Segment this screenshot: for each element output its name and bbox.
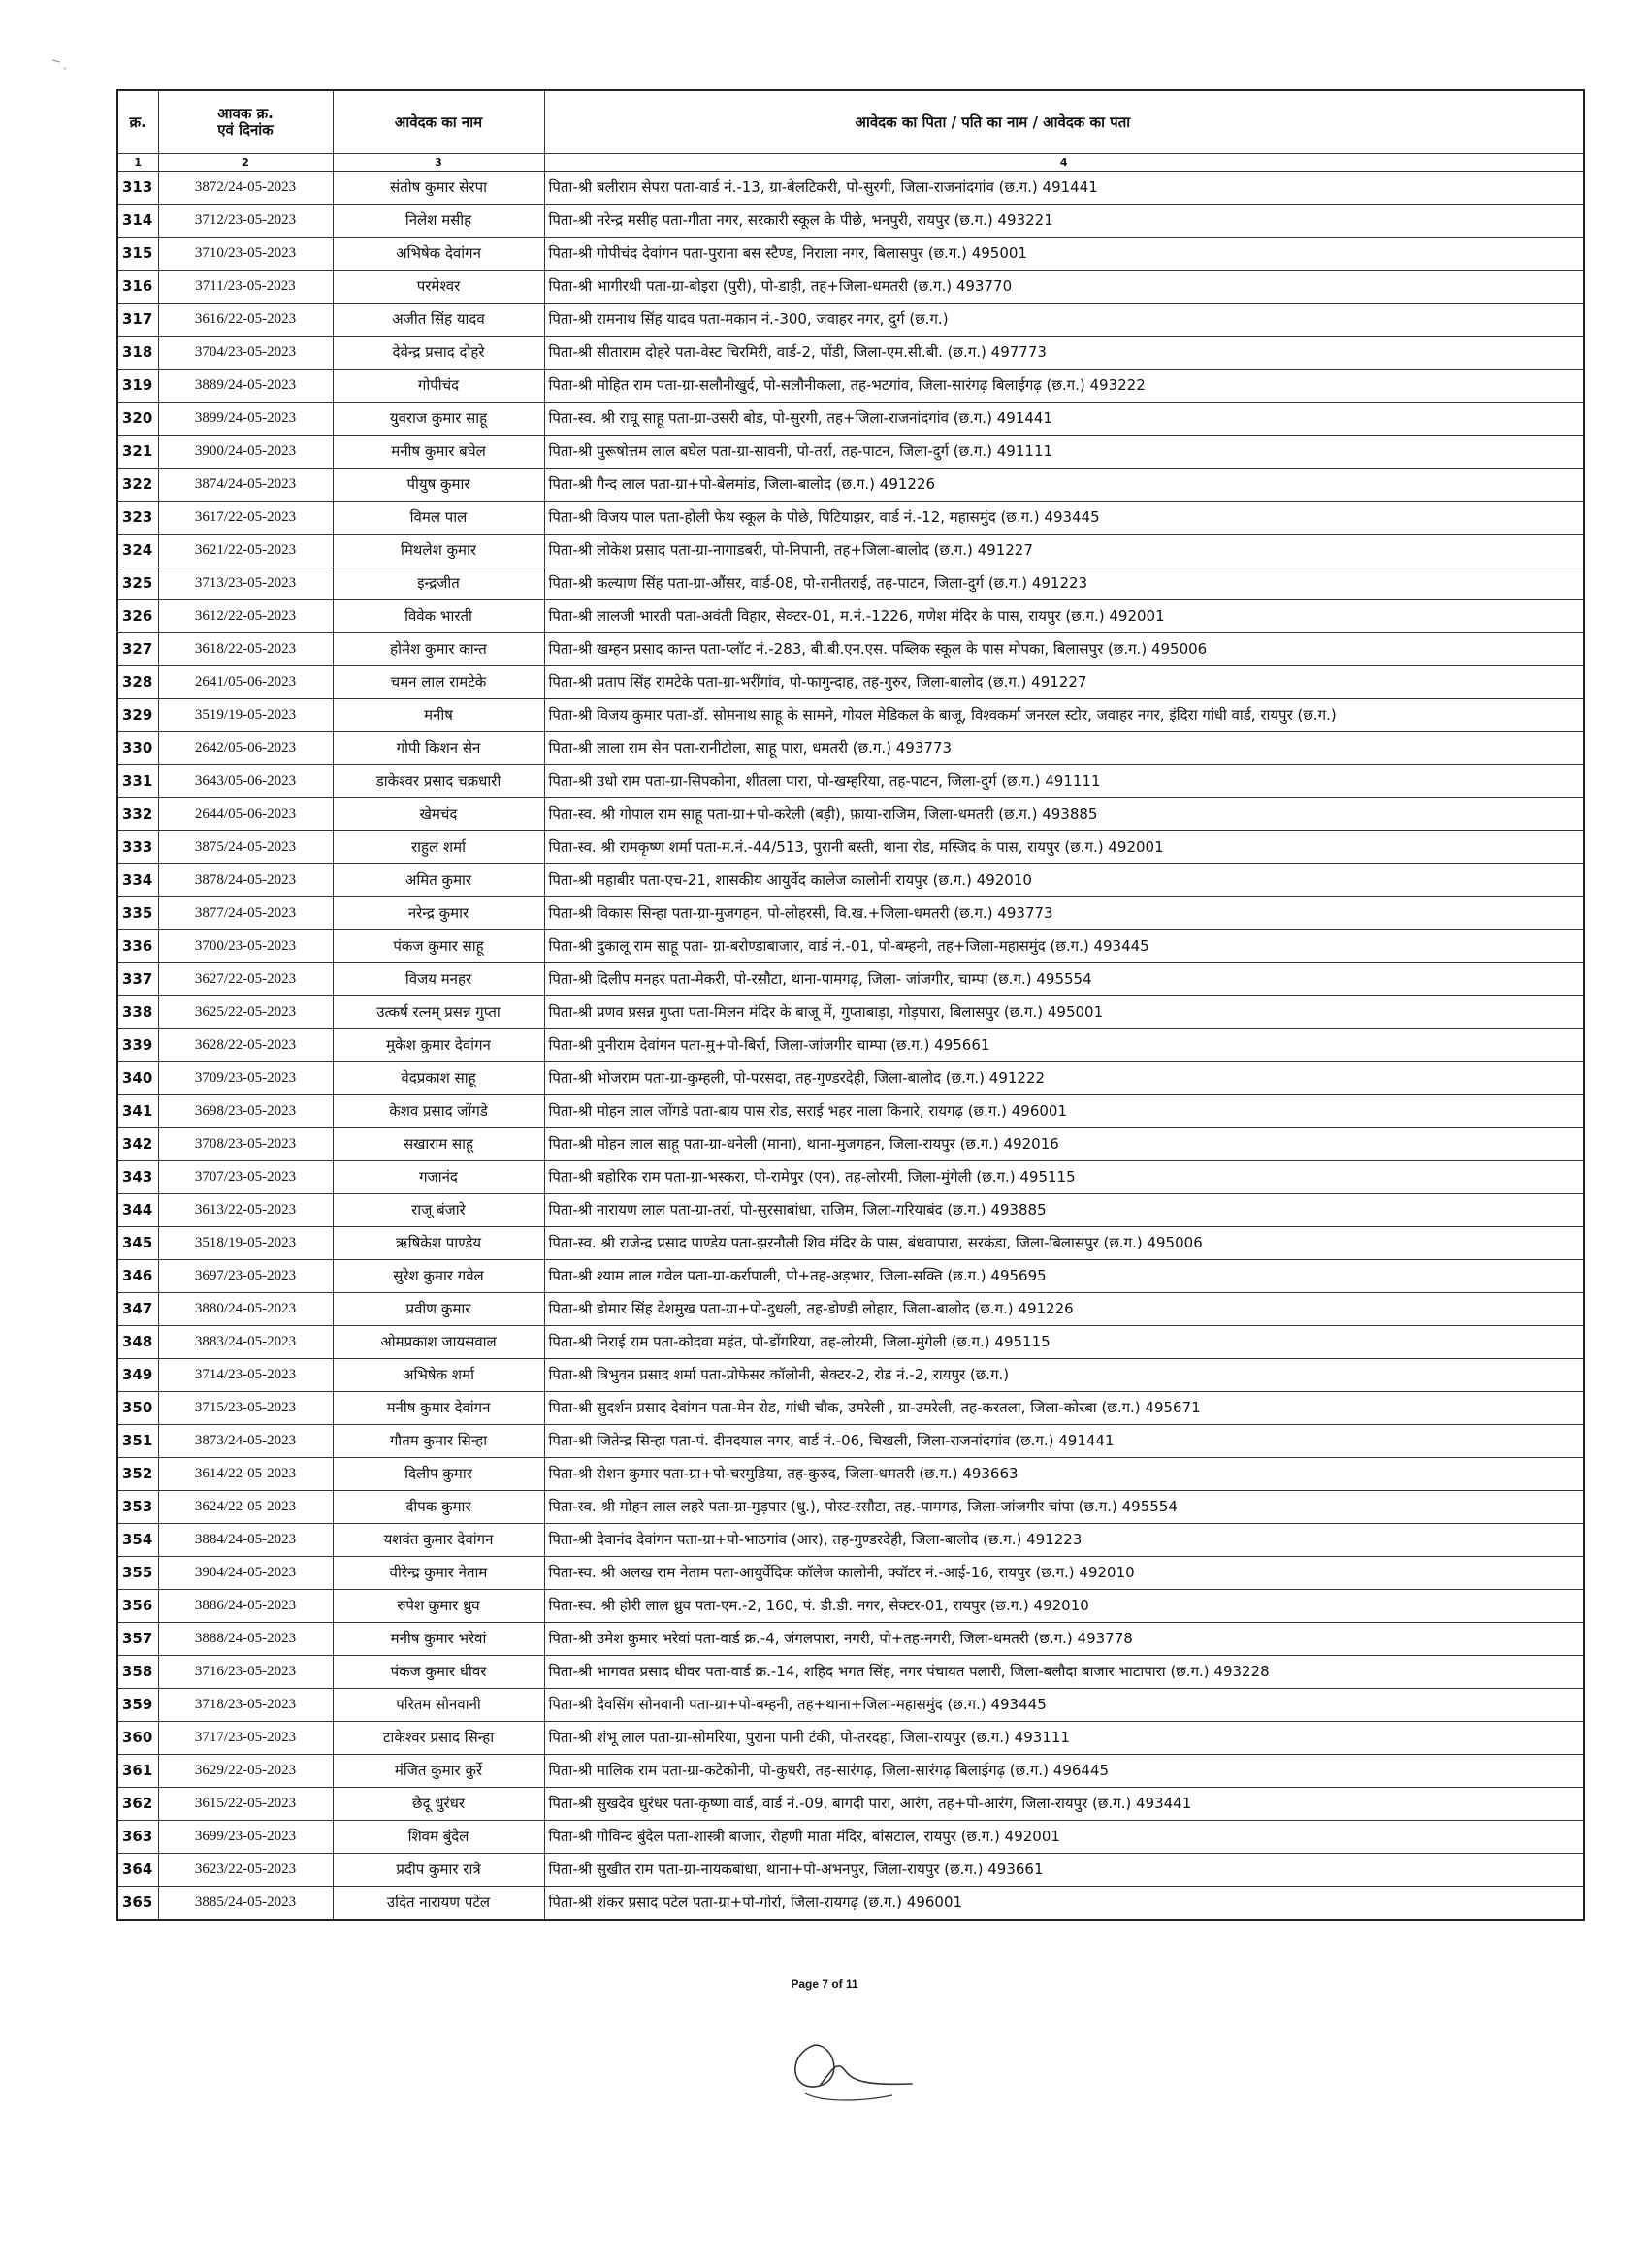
row-serial: 361 [117, 1755, 158, 1788]
row-serial: 343 [117, 1161, 158, 1194]
table-row [117, 172, 1584, 205]
row-inward-date: 3872/24-05-2023 [158, 172, 333, 205]
table-row [117, 1260, 1584, 1293]
table-row [117, 1788, 1584, 1821]
row-applicant-name: चमन लाल रामटेके [333, 666, 544, 699]
row-applicant-name: गौतम कुमार सिन्हा [333, 1425, 544, 1458]
row-applicant-name: टाकेश्वर प्रसाद सिन्हा [333, 1722, 544, 1755]
table-row [117, 205, 1584, 238]
row-serial: 339 [117, 1029, 158, 1062]
row-address: पिता-श्री बहोरिक राम पता-ग्रा-भस्करा, पो-रामेपुर (एन), तह-लोरमी, जिला-मुंगेली (छ.ग.) 495115 [544, 1161, 1584, 1194]
row-serial: 357 [117, 1623, 158, 1656]
table-row [117, 996, 1584, 1029]
row-serial: 350 [117, 1392, 158, 1425]
row-address: पिता-श्री देवसिंग सोनवानी पता-ग्रा+पो-बम्हनी, तह+थाना+जिला-महासमुंद (छ.ग.) 493445 [544, 1689, 1584, 1722]
row-serial: 325 [117, 567, 158, 600]
row-applicant-name: मनीष कुमार भरेवां [333, 1623, 544, 1656]
row-address: पिता-श्री मोहित राम पता-ग्रा-सलौनीखुर्द, पो-सलौनीकला, तह-भटगांव, जिला-सारंगढ़ बिलाईगढ़ (छ.ग.) 493222 [544, 370, 1584, 403]
row-address: पिता-श्री शंकर प्रसाद पटेल पता-ग्रा+पो-गोर्रा, जिला-रायगढ़ (छ.ग.) 496001 [544, 1887, 1584, 1921]
row-inward-date: 3704/23-05-2023 [158, 337, 333, 370]
table-row [117, 1161, 1584, 1194]
row-inward-date: 3709/23-05-2023 [158, 1062, 333, 1095]
row-inward-date: 2641/05-06-2023 [158, 666, 333, 699]
row-inward-date: 3623/22-05-2023 [158, 1854, 333, 1887]
row-inward-date: 3884/24-05-2023 [158, 1524, 333, 1557]
row-inward-date: 3711/23-05-2023 [158, 271, 333, 304]
row-address: पिता-श्री सुखदेव धुरंधर पता-कृष्णा वार्ड, वार्ड नं.-09, बागदी पारा, आरंग, तह+पो-आरंग, जिला-रायपुर (छ.ग.) 493441 [544, 1788, 1584, 1821]
row-inward-date: 3878/24-05-2023 [158, 864, 333, 897]
row-address: पिता-श्री विकास सिन्हा पता-ग्रा-मुजगहन, पो-लोहरसी, वि.ख.+जिला-धमतरी (छ.ग.) 493773 [544, 897, 1584, 930]
row-inward-date: 3718/23-05-2023 [158, 1689, 333, 1722]
table-row [117, 567, 1584, 600]
row-address: पिता-श्री दुकालू राम साहू पता- ग्रा-बरोण्डाबाजार, वार्ड नं.-01, पो-बम्हनी, तह+जिला-महासमुंद (छ.ग.) 493445 [544, 930, 1584, 963]
row-serial: 351 [117, 1425, 158, 1458]
row-inward-date: 3880/24-05-2023 [158, 1293, 333, 1326]
row-address: पिता-श्री रामनाथ सिंह यादव पता-मकान नं.-300, जवाहर नगर, दुर्ग (छ.ग.) [544, 304, 1584, 337]
header-inward-no [158, 90, 333, 154]
row-inward-date: 3712/23-05-2023 [158, 205, 333, 238]
row-inward-date: 3883/24-05-2023 [158, 1326, 333, 1359]
row-serial: 340 [117, 1062, 158, 1095]
row-applicant-name: केशव प्रसाद जोंगडे [333, 1095, 544, 1128]
row-address: पिता-श्री विजय कुमार पता-डॉ. सोमनाथ साहू के सामने, गोयल मेडिकल के बाजू, विश्वकर्मा जनरल स्टोर, जवाहर नगर, इंदिरा गांधी वार्ड, रायपुर (छ.ग.) [544, 699, 1584, 732]
row-inward-date: 3519/19-05-2023 [158, 699, 333, 732]
row-address: पिता-श्री मोहन लाल साहू पता-ग्रा-धनेली (माना), थाना-मुजगहन, जिला-रायपुर (छ.ग.) 492016 [544, 1128, 1584, 1161]
row-address: पिता-श्री गोविन्द बुंदेल पता-शास्त्री बाजार, रोहणी माता मंदिर, बांसटाल, रायपुर (छ.ग.) 492001 [544, 1821, 1584, 1854]
row-applicant-name: राजू बंजारे [333, 1194, 544, 1227]
row-address: पिता-श्री गोपीचंद देवांगन पता-पुराना बस स्टैण्ड, निराला नगर, बिलासपुर (छ.ग.) 495001 [544, 238, 1584, 271]
row-serial: 316 [117, 271, 158, 304]
table-row [117, 370, 1584, 403]
row-address: पिता-श्री प्रणव प्रसन्न गुप्ता पता-मिलन मंदिर के बाजू में, गुप्ताबाड़ा, गोड़पारा, बिलासपुर (छ.ग.) 495001 [544, 996, 1584, 1029]
header-inward-line2: एवं दिनांक [217, 121, 274, 139]
row-address: पिता-स्व. श्री राघू साहू पता-ग्रा-उसरी बोड, पो-सुरगी, तह+जिला-राजनांदगांव (छ.ग.) 491441 [544, 403, 1584, 436]
table-row [117, 1590, 1584, 1623]
row-address: पिता-स्व. श्री रामकृष्ण शर्मा पता-म.नं.-44/513, पुरानी बस्ती, थाना रोड, मस्जिद के पास, रायपुर (छ.ग.) 492001 [544, 831, 1584, 864]
table-row [117, 864, 1584, 897]
row-address: पिता-श्री कल्याण सिंह पता-ग्रा-औंसर, वार्ड-08, पो-रानीतराई, तह-पाटन, जिला-दुर्ग (छ.ग.) 491223 [544, 567, 1584, 600]
table-row [117, 1128, 1584, 1161]
row-serial: 313 [117, 172, 158, 205]
row-applicant-name: होमेश कुमार कान्त [333, 633, 544, 666]
row-inward-date: 3629/22-05-2023 [158, 1755, 333, 1788]
table-row [117, 436, 1584, 469]
table-row [117, 1293, 1584, 1326]
table-row [117, 765, 1584, 798]
row-inward-date: 3627/22-05-2023 [158, 963, 333, 996]
row-address: पिता-श्री नरेन्द्र मसीह पता-गीता नगर, सरकारी स्कूल के पीछे, भनपुरी, रायपुर (छ.ग.) 493221 [544, 205, 1584, 238]
table-row [117, 1557, 1584, 1590]
table-row [117, 469, 1584, 502]
row-address: पिता-श्री दिलीप मनहर पता-मेकरी, पो-रसौटा, थाना-पामगढ़, जिला- जांजगीर, चाम्पा (छ.ग.) 495554 [544, 963, 1584, 996]
row-address: पिता-श्री नारायण लाल पता-ग्रा-तर्रा, पो-सुरसाबांधा, राजिम, जिला-गरियाबंद (छ.ग.) 493885 [544, 1194, 1584, 1227]
row-address: पिता-श्री श्याम लाल गवेल पता-ग्रा-कर्रापाली, पो+तह-अड़भार, जिला-सक्ति (छ.ग.) 495695 [544, 1260, 1584, 1293]
row-applicant-name: पीयुष कुमार [333, 469, 544, 502]
row-serial: 328 [117, 666, 158, 699]
signature-mark [776, 2016, 922, 2108]
row-applicant-name: प्रवीण कुमार [333, 1293, 544, 1326]
row-serial: 355 [117, 1557, 158, 1590]
row-applicant-name: युवराज कुमार साहू [333, 403, 544, 436]
row-inward-date: 3612/22-05-2023 [158, 600, 333, 633]
row-inward-date: 3625/22-05-2023 [158, 996, 333, 1029]
row-inward-date: 3700/23-05-2023 [158, 930, 333, 963]
row-address: पिता-श्री विजय पाल पता-होली फेथ स्कूल के पीछे, पिटियाझर, वार्ड नं.-12, महासमुंद (छ.ग.) 493445 [544, 502, 1584, 535]
row-applicant-name: उदित नारायण पटेल [333, 1887, 544, 1921]
row-serial: 319 [117, 370, 158, 403]
row-serial: 348 [117, 1326, 158, 1359]
row-applicant-name: दिलीप कुमार [333, 1458, 544, 1491]
table-row [117, 798, 1584, 831]
row-inward-date: 3614/22-05-2023 [158, 1458, 333, 1491]
row-inward-date: 3628/22-05-2023 [158, 1029, 333, 1062]
row-inward-date: 3618/22-05-2023 [158, 633, 333, 666]
table-row [117, 897, 1584, 930]
row-inward-date: 3708/23-05-2023 [158, 1128, 333, 1161]
row-inward-date: 2642/05-06-2023 [158, 732, 333, 765]
row-serial: 356 [117, 1590, 158, 1623]
row-inward-date: 3698/23-05-2023 [158, 1095, 333, 1128]
row-applicant-name: मनीष [333, 699, 544, 732]
row-address: पिता-श्री सुखीत राम पता-ग्रा-नायकबांधा, थाना+पो-अभनपुर, जिला-रायपुर (छ.ग.) 493661 [544, 1854, 1584, 1887]
table-row [117, 1722, 1584, 1755]
row-address: पिता-श्री त्रिभुवन प्रसाद शर्मा पता-प्रोफेसर कॉलोनी, सेक्टर-2, रोड नं.-2, रायपुर (छ.ग.) [544, 1359, 1584, 1392]
row-address: पिता-श्री महाबीर पता-एच-21, शासकीय आयुर्वेद कालेज कालोनी रायपुर (छ.ग.) 492010 [544, 864, 1584, 897]
row-applicant-name: परितम सोनवानी [333, 1689, 544, 1722]
table-row [117, 403, 1584, 436]
row-serial: 315 [117, 238, 158, 271]
table-row [117, 1194, 1584, 1227]
table-row [117, 1623, 1584, 1656]
row-inward-date: 3615/22-05-2023 [158, 1788, 333, 1821]
row-inward-date: 3885/24-05-2023 [158, 1887, 333, 1921]
row-inward-date: 3699/23-05-2023 [158, 1821, 333, 1854]
table-row [117, 1524, 1584, 1557]
row-applicant-name: अजीत सिंह यादव [333, 304, 544, 337]
row-applicant-name: यशवंत कुमार देवांगन [333, 1524, 544, 1557]
table-row [117, 831, 1584, 864]
row-applicant-name: उत्कर्ष रत्नम् प्रसन्न गुप्ता [333, 996, 544, 1029]
scan-mark [50, 56, 80, 76]
row-applicant-name: प्रदीप कुमार रात्रे [333, 1854, 544, 1887]
row-serial: 333 [117, 831, 158, 864]
row-serial: 327 [117, 633, 158, 666]
row-applicant-name: अमित कुमार [333, 864, 544, 897]
table-row [117, 1227, 1584, 1260]
row-applicant-name: विवेक भारती [333, 600, 544, 633]
row-applicant-name: वेदप्रकाश साहू [333, 1062, 544, 1095]
header-row [117, 90, 1584, 154]
row-serial: 365 [117, 1887, 158, 1921]
row-inward-date: 3886/24-05-2023 [158, 1590, 333, 1623]
row-applicant-name: गजानंद [333, 1161, 544, 1194]
row-serial: 360 [117, 1722, 158, 1755]
row-serial: 323 [117, 502, 158, 535]
row-serial: 362 [117, 1788, 158, 1821]
row-address: पिता-श्री देवानंद देवांगन पता-ग्रा+पो-भाठगांव (आर), तह-गुण्डरदेही, जिला-बालोद (छ.ग.) 491223 [544, 1524, 1584, 1557]
row-address: पिता-श्री मोहन लाल जोंगडे पता-बाय पास रोड, सराई भहर नाला किनारे, रायगढ़ (छ.ग.) 496001 [544, 1095, 1584, 1128]
row-applicant-name: वीरेन्द्र कुमार नेताम [333, 1557, 544, 1590]
row-address: पिता-श्री गैन्द लाल पता-ग्रा+पो-बेलमांड, जिला-बालोद (छ.ग.) 491226 [544, 469, 1584, 502]
row-applicant-name: विजय मनहर [333, 963, 544, 996]
table-row [117, 600, 1584, 633]
row-address: पिता-श्री निराई राम पता-कोदवा महंत, पो-डोंगरिया, तह-लोरमी, जिला-मुंगेली (छ.ग.) 495115 [544, 1326, 1584, 1359]
row-inward-date: 3707/23-05-2023 [158, 1161, 333, 1194]
row-inward-date: 3621/22-05-2023 [158, 535, 333, 567]
row-address: पिता-स्व. श्री मोहन लाल लहरे पता-ग्रा-मुड़पार (धु.), पोस्ट-रसौटा, तह.-पामगढ़, जिला-जांजगीर चांपा (छ.ग.) 495554 [544, 1491, 1584, 1524]
row-serial: 352 [117, 1458, 158, 1491]
row-address: पिता-श्री प्रताप सिंह रामटेके पता-ग्रा-भरींगांव, पो-फागुन्दाह, तह-गुरुर, जिला-बालोद (छ.ग.) 491227 [544, 666, 1584, 699]
header-serial: क्र. [117, 90, 158, 154]
header-address: आवेदक का पिता / पति का नाम / आवेदक का पता [544, 90, 1584, 154]
row-applicant-name: ओमप्रकाश जायसवाल [333, 1326, 544, 1359]
row-inward-date: 3888/24-05-2023 [158, 1623, 333, 1656]
row-inward-date: 3518/19-05-2023 [158, 1227, 333, 1260]
row-address: पिता-श्री सीताराम दोहरे पता-वेस्ट चिरमिरी, वार्ड-2, पोंडी, जिला-एम.सी.बी. (छ.ग.) 497773 [544, 337, 1584, 370]
row-serial: 354 [117, 1524, 158, 1557]
row-applicant-name: सखाराम साहू [333, 1128, 544, 1161]
row-inward-date: 3643/05-06-2023 [158, 765, 333, 798]
table-row [117, 304, 1584, 337]
row-inward-date: 3717/23-05-2023 [158, 1722, 333, 1755]
page-number: Page 7 of 11 [791, 1977, 858, 1991]
row-applicant-name: नरेन्द्र कुमार [333, 897, 544, 930]
table-row [117, 1689, 1584, 1722]
row-applicant-name: निलेश मसीह [333, 205, 544, 238]
table-row [117, 337, 1584, 370]
row-address: पिता-श्री उमेश कुमार भरेवां पता-वार्ड क्र.-4, जंगलपारा, नगरी, पो+तह-नगरी, जिला-धमतरी (छ.ग.) 493778 [544, 1623, 1584, 1656]
table-row [117, 699, 1584, 732]
row-serial: 322 [117, 469, 158, 502]
row-serial: 358 [117, 1656, 158, 1689]
row-applicant-name: गोपी किशन सेन [333, 732, 544, 765]
row-inward-date: 3613/22-05-2023 [158, 1194, 333, 1227]
row-applicant-name: डाकेश्वर प्रसाद चक्रधारी [333, 765, 544, 798]
row-applicant-name: ऋषिकेश पाण्डेय [333, 1227, 544, 1260]
row-applicant-name: अभिषेक देवांगन [333, 238, 544, 271]
column-number: 3 [333, 154, 544, 172]
table-row [117, 1392, 1584, 1425]
row-serial: 330 [117, 732, 158, 765]
row-inward-date: 3616/22-05-2023 [158, 304, 333, 337]
row-address: पिता-श्री भागवत प्रसाद धीवर पता-वार्ड क्र.-14, शहिद भगत सिंह, नगर पंचायत पलारी, जिला-बलौदा बाजार भाटापारा (छ.ग.) 493228 [544, 1656, 1584, 1689]
table-row [117, 1821, 1584, 1854]
row-address: पिता-स्व. श्री होरी लाल ध्रुव पता-एम.-2, 160, पं. डी.डी. नगर, सेक्टर-01, रायपुर (छ.ग.) 492010 [544, 1590, 1584, 1623]
row-serial: 363 [117, 1821, 158, 1854]
row-applicant-name: इन्द्रजीत [333, 567, 544, 600]
row-applicant-name: छेदू धुरंधर [333, 1788, 544, 1821]
row-applicant-name: दीपक कुमार [333, 1491, 544, 1524]
table-row [117, 1425, 1584, 1458]
row-inward-date: 3715/23-05-2023 [158, 1392, 333, 1425]
row-serial: 314 [117, 205, 158, 238]
row-inward-date: 3873/24-05-2023 [158, 1425, 333, 1458]
table-body [117, 172, 1584, 1921]
table-row [117, 930, 1584, 963]
row-applicant-name: मिथलेश कुमार [333, 535, 544, 567]
row-serial: 346 [117, 1260, 158, 1293]
table-row [117, 1854, 1584, 1887]
header-applicant-name: आवेदक का नाम [333, 90, 544, 154]
column-number-row [117, 154, 1584, 172]
row-inward-date: 3904/24-05-2023 [158, 1557, 333, 1590]
row-address: पिता-श्री डोमार सिंह देशमुख पता-ग्रा+पो-दुधली, तह-डोण्डी लोहार, जिला-बालोद (छ.ग.) 491226 [544, 1293, 1584, 1326]
table-row [117, 666, 1584, 699]
row-applicant-name: संतोष कुमार सेरपा [333, 172, 544, 205]
row-address: पिता-श्री पुनीराम देवांगन पता-मु+पो-बिर्रा, जिला-जांजगीर चाम्पा (छ.ग.) 495661 [544, 1029, 1584, 1062]
row-address: पिता-श्री लोकेश प्रसाद पता-ग्रा-नागाडबरी, पो-निपानी, तह+जिला-बालोद (छ.ग.) 491227 [544, 535, 1584, 567]
row-serial: 329 [117, 699, 158, 732]
row-serial: 334 [117, 864, 158, 897]
row-applicant-name: शिवम बुंदेल [333, 1821, 544, 1854]
row-serial: 341 [117, 1095, 158, 1128]
row-serial: 317 [117, 304, 158, 337]
row-applicant-name: विमल पाल [333, 502, 544, 535]
row-serial: 349 [117, 1359, 158, 1392]
row-inward-date: 3889/24-05-2023 [158, 370, 333, 403]
table-row [117, 1062, 1584, 1095]
row-inward-date: 3899/24-05-2023 [158, 403, 333, 436]
column-number: 4 [544, 154, 1584, 172]
row-address: पिता-स्व. श्री गोपाल राम साहू पता-ग्रा+पो-करेली (बड़ी), फ़ाया-राजिम, जिला-धमतरी (छ.ग.) 493885 [544, 798, 1584, 831]
row-serial: 359 [117, 1689, 158, 1722]
row-address: पिता-स्व. श्री अलख राम नेताम पता-आयुर्वेदिक कॉलेज कालोनी, क्वॉटर नं.-आई-16, रायपुर (छ.ग.) 492010 [544, 1557, 1584, 1590]
row-serial: 347 [117, 1293, 158, 1326]
table-row [117, 535, 1584, 567]
table-row [117, 1095, 1584, 1128]
row-address: पिता-श्री बलीराम सेपरा पता-वार्ड नं.-13, ग्रा-बेलटिकरी, पो-सुरगी, जिला-राजनांदगांव (छ.ग.) 491441 [544, 172, 1584, 205]
table-row [117, 1359, 1584, 1392]
header-inward-line1: आवक क्र. [217, 105, 274, 122]
row-address: पिता-श्री मालिक राम पता-ग्रा-कटेकोनी, पो-कुधरी, तह-सारंगढ़, जिला-सारंगढ़ बिलाईगढ़ (छ.ग.) 496445 [544, 1755, 1584, 1788]
row-applicant-name: मंजित कुमार कुर्रे [333, 1755, 544, 1788]
row-applicant-name: गोपीचंद [333, 370, 544, 403]
table-row [117, 238, 1584, 271]
table-row [117, 1458, 1584, 1491]
row-applicant-name: मुकेश कुमार देवांगन [333, 1029, 544, 1062]
row-serial: 318 [117, 337, 158, 370]
row-address: पिता-श्री भागीरथी पता-ग्रा-बोइरा (पुरी), पो-डाही, तह+जिला-धमतरी (छ.ग.) 493770 [544, 271, 1584, 304]
table-row [117, 1326, 1584, 1359]
row-serial: 353 [117, 1491, 158, 1524]
row-address: पिता-श्री जितेन्द्र सिन्हा पता-पं. दीनदयाल नगर, वार्ड नं.-06, चिखली, जिला-राजनांदगांव (छ.ग.) 491441 [544, 1425, 1584, 1458]
row-inward-date: 3710/23-05-2023 [158, 238, 333, 271]
row-applicant-name: अभिषेक शर्मा [333, 1359, 544, 1392]
table-row [117, 1491, 1584, 1524]
table-row [117, 502, 1584, 535]
row-inward-date: 3617/22-05-2023 [158, 502, 333, 535]
row-serial: 321 [117, 436, 158, 469]
table-row [117, 1029, 1584, 1062]
column-number: 1 [117, 154, 158, 172]
row-inward-date: 3874/24-05-2023 [158, 469, 333, 502]
table-row [117, 1656, 1584, 1689]
row-applicant-name: पंकज कुमार धीवर [333, 1656, 544, 1689]
row-inward-date: 3714/23-05-2023 [158, 1359, 333, 1392]
row-inward-date: 2644/05-06-2023 [158, 798, 333, 831]
row-address: पिता-श्री सुदर्शन प्रसाद देवांगन पता-मेन रोड, गांधी चौक, उमरेली , ग्रा-उमरेली, तह-करतला, जिला-कोरबा (छ.ग.) 495671 [544, 1392, 1584, 1425]
row-serial: 337 [117, 963, 158, 996]
row-address: पिता-स्व. श्री राजेन्द्र प्रसाद पाण्डेय पता-झरनौली शिव मंदिर के पास, बंधवापारा, सरकंडा, जिला-बिलासपुर (छ.ग.) 495006 [544, 1227, 1584, 1260]
table-row [117, 1887, 1584, 1921]
row-serial: 332 [117, 798, 158, 831]
row-applicant-name: मनीष कुमार बघेल [333, 436, 544, 469]
row-applicant-name: खेमचंद [333, 798, 544, 831]
row-inward-date: 3713/23-05-2023 [158, 567, 333, 600]
row-serial: 331 [117, 765, 158, 798]
row-inward-date: 3900/24-05-2023 [158, 436, 333, 469]
row-address: पिता-श्री रोशन कुमार पता-ग्रा+पो-चरमुडिया, तह-कुरुद, जिला-धमतरी (छ.ग.) 493663 [544, 1458, 1584, 1491]
row-address: पिता-श्री लाला राम सेन पता-रानीटोला, साहू पारा, धमतरी (छ.ग.) 493773 [544, 732, 1584, 765]
row-inward-date: 3877/24-05-2023 [158, 897, 333, 930]
row-applicant-name: रुपेश कुमार ध्रुव [333, 1590, 544, 1623]
row-serial: 336 [117, 930, 158, 963]
row-serial: 320 [117, 403, 158, 436]
column-number: 2 [158, 154, 333, 172]
row-address: पिता-श्री लालजी भारती पता-अवंती विहार, सेक्टर-01, म.नं.-1226, गणेश मंदिर के पास, रायपुर (छ.ग.) 492001 [544, 600, 1584, 633]
table-row [117, 963, 1584, 996]
row-address: पिता-श्री खम्हन प्रसाद कान्त पता-प्लॉट नं.-283, बी.बी.एन.एस. पब्लिक स्कूल के पास मोपका, बिलासपुर (छ.ग.) 495006 [544, 633, 1584, 666]
row-address: पिता-श्री उधो राम पता-ग्रा-सिपकोना, शीतला पारा, पो-खम्हरिया, तह-पाटन, जिला-दुर्ग (छ.ग.) 491111 [544, 765, 1584, 798]
row-applicant-name: पंकज कुमार साहू [333, 930, 544, 963]
row-applicant-name: राहुल शर्मा [333, 831, 544, 864]
row-address: पिता-श्री शंभू लाल पता-ग्रा-सोमरिया, पुराना पानी टंकी, पो-तरदहा, जिला-रायपुर (छ.ग.) 493111 [544, 1722, 1584, 1755]
table-row [117, 633, 1584, 666]
row-inward-date: 3875/24-05-2023 [158, 831, 333, 864]
row-inward-date: 3697/23-05-2023 [158, 1260, 333, 1293]
table-row [117, 271, 1584, 304]
register-sheet [116, 89, 1583, 1921]
row-address: पिता-श्री भोजराम पता-ग्रा-कुम्हली, पो-परसदा, तह-गुण्डरदेही, जिला-बालोद (छ.ग.) 491222 [544, 1062, 1584, 1095]
row-serial: 364 [117, 1854, 158, 1887]
table-row [117, 1755, 1584, 1788]
row-serial: 324 [117, 535, 158, 567]
row-serial: 344 [117, 1194, 158, 1227]
table-row [117, 732, 1584, 765]
applicant-table [116, 89, 1585, 1921]
row-applicant-name: सुरेश कुमार गवेल [333, 1260, 544, 1293]
row-applicant-name: देवेन्द्र प्रसाद दोहरे [333, 337, 544, 370]
row-applicant-name: परमेश्वर [333, 271, 544, 304]
row-serial: 338 [117, 996, 158, 1029]
row-serial: 342 [117, 1128, 158, 1161]
row-serial: 326 [117, 600, 158, 633]
row-applicant-name: मनीष कुमार देवांगन [333, 1392, 544, 1425]
row-inward-date: 3716/23-05-2023 [158, 1656, 333, 1689]
row-serial: 335 [117, 897, 158, 930]
row-address: पिता-श्री पुरूषोत्तम लाल बघेल पता-ग्रा-सावनी, पो-तर्रा, तह-पाटन, जिला-दुर्ग (छ.ग.) 491111 [544, 436, 1584, 469]
row-inward-date: 3624/22-05-2023 [158, 1491, 333, 1524]
row-serial: 345 [117, 1227, 158, 1260]
